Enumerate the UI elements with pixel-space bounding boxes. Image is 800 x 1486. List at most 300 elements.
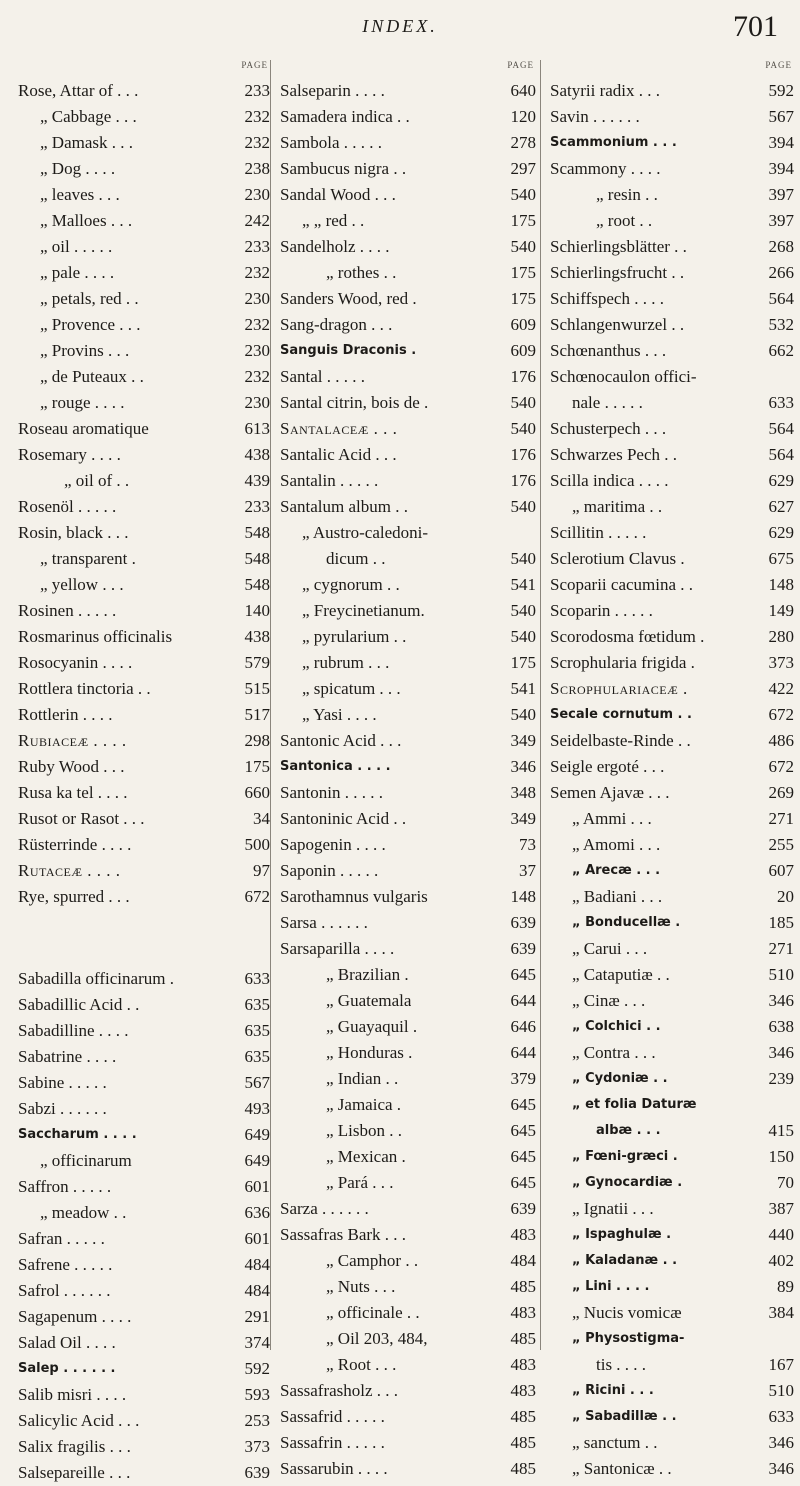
index-page-ref [266,938,270,966]
index-term: Sambucus nigra . . [280,159,407,178]
index-term: „ Provence . . . [40,315,141,334]
index-entry [280,988,536,1014]
index-entry [550,858,794,884]
index-page-ref: 34 [253,809,270,828]
index-term: „ Root . . . [326,1355,397,1374]
index-entry [550,286,794,312]
index-entry [18,702,270,728]
index-entry [280,1040,536,1066]
index-term: „ root . . [596,211,653,230]
index-entry [550,702,794,728]
index-page-ref: 233 [244,497,270,516]
index-term: Rusot or Rasot . . . [18,809,145,828]
index-entry [280,1092,536,1118]
index-entry [550,598,794,624]
index-page-ref: 238 [244,159,270,178]
index-page-ref: 540 [510,393,536,412]
index-page-ref: 233 [244,237,270,256]
index-entry [280,650,536,676]
index-entry [280,936,536,962]
index-entry [550,1326,794,1352]
index-page-ref: 629 [768,471,794,490]
index-entry [550,1040,794,1066]
index-entry [280,494,536,520]
index-page-ref: 346 [768,991,794,1010]
index-term: „ Indian . . [326,1069,399,1088]
index-entry [550,208,794,234]
index-entry [280,104,536,130]
index-entry [280,1404,536,1430]
index-term: Sang-dragon . . . [280,315,393,334]
index-entry [280,1196,536,1222]
index-page-ref: 515 [244,679,270,698]
index-term: „ Pará . . . [326,1173,394,1192]
index-term: Rosin, black . . . [18,523,129,542]
index-term: „ Contra . . . [572,1043,656,1062]
index-entry [18,260,270,286]
index-term: „ petals, red . . [40,289,139,308]
index-term: Santalum album . . [280,497,408,516]
index-entry [550,728,794,754]
page-column-label: PAGE [507,60,534,70]
index-page-ref: 638 [768,1017,794,1036]
index-entry [280,572,536,598]
index-entry [280,338,536,364]
index-entry [280,312,536,338]
index-page-ref: 548 [244,523,270,542]
index-term: Secale cornutum . . [550,707,692,722]
index-entry [18,1408,270,1434]
index-term: „ Austro-caledoni- [302,523,429,542]
index-entry [280,260,536,286]
index-page-ref: 510 [768,965,794,984]
index-page-ref: 635 [244,1021,270,1040]
index-entry [280,182,536,208]
index-page-ref: 89 [777,1277,794,1296]
index-page-ref: 278 [510,133,536,152]
index-term: „ leaves . . . [40,185,120,204]
index-entry [550,1300,794,1326]
index-term: Schœnanthus . . . [550,341,667,360]
index-page-ref: 120 [510,107,536,126]
index-term: „ officinale . . [326,1303,420,1322]
index-term: „ Lini . . . . [572,1279,650,1294]
index-term: „ Ispaghulæ . [572,1227,672,1242]
index-page-ref: 148 [510,887,536,906]
index-term: „ Cabbage . . . [40,107,137,126]
index-term: dicum . . [326,549,386,568]
index-entry [18,494,270,520]
index-page-ref: 422 [768,679,794,698]
index-page-ref: 540 [510,419,536,438]
index-page-ref: 176 [510,471,536,490]
index-page-ref: 232 [244,315,270,334]
index-term: Sclerotium Clavus . [550,549,685,568]
index-page-ref: 601 [244,1177,270,1196]
index-page-ref: 485 [510,1277,536,1296]
index-page-ref: 540 [510,705,536,724]
index-page-ref: 232 [244,263,270,282]
index-entry [550,1456,794,1482]
index-entry [280,1118,536,1144]
running-title: INDEX. [362,16,438,36]
index-term: „ Oil 203, 484, [326,1329,428,1348]
index-entry [280,1170,536,1196]
index-entry [280,468,536,494]
index-entry [18,1304,270,1330]
index-page-ref: 593 [244,1385,270,1404]
index-entry [18,1018,270,1044]
index-page-ref: 567 [244,1073,270,1092]
index-entry [280,130,536,156]
index-term: „ Guatemala [326,991,412,1010]
index-column-2 [280,60,536,1478]
index-entry [18,338,270,364]
index-page-ref: 176 [510,445,536,464]
index-page-ref: 517 [244,705,270,724]
index-term: Rosmarinus officinalis [18,627,173,646]
index-entry [280,156,536,182]
index-page-ref: 269 [768,783,794,802]
index-term: Scoparin . . . . . [550,601,653,620]
index-term: Scorodosma fœtidum . [550,627,705,646]
index-term: Sabine . . . . . [18,1073,107,1092]
index-entry [550,442,794,468]
index-term: Rye, spurred . . . [18,887,130,906]
index-entry [18,1382,270,1408]
index-entry [280,1274,536,1300]
index-term: Rottlera tinctoria . . [18,679,151,698]
index-term: Safran . . . . . [18,1229,105,1248]
index-term: „ et folia Daturæ [572,1097,697,1112]
index-term: Sassafrid . . . . . [280,1407,385,1426]
index-entry [280,962,536,988]
index-entry [18,208,270,234]
index-page-ref [266,910,270,938]
index-page-ref: 493 [244,1099,270,1118]
index-entry [280,676,536,702]
index-entry [280,234,536,260]
index-entry [550,364,794,390]
index-page-ref: 541 [510,679,536,698]
index-page-ref: 438 [244,445,270,464]
index-entry [18,728,270,754]
index-entry [550,338,794,364]
index-entry [280,1222,536,1248]
index-term: „ officinarum [40,1151,132,1170]
index-page-ref: 230 [244,289,270,308]
index-page-ref: 601 [244,1229,270,1248]
index-entry [280,1144,536,1170]
index-term: Sarza . . . . . . [280,1199,369,1218]
index-entry [18,104,270,130]
index-term: Salib misri . . . . [18,1385,127,1404]
index-entry [550,1092,794,1118]
index-page-ref: 268 [768,237,794,256]
index-term: Samadera indica . . [280,107,410,126]
index-term: „ „ red . . [302,211,365,230]
index-page-ref: 484 [244,1255,270,1274]
index-term: Salad Oil . . . . [18,1333,116,1352]
index-page-ref: 176 [510,367,536,386]
index-entry [550,494,794,520]
index-entry [280,208,536,234]
index-term: „ Freycinetianum. [302,601,425,620]
index-page-ref: 232 [244,133,270,152]
index-term: Rottlerin . . . . [18,705,113,724]
index-page-ref: 297 [510,159,536,178]
index-page-ref: 384 [768,1303,794,1322]
index-term: Salep . . . . . . [18,1361,116,1376]
index-page-ref: 346 [768,1459,794,1478]
index-page-ref: 271 [768,939,794,958]
index-page-ref: 662 [768,341,794,360]
index-page-ref: 349 [510,731,536,750]
index-entry [280,1456,536,1482]
index-entry [18,780,270,806]
index-page-ref: 484 [244,1281,270,1300]
index-entry [550,1378,794,1404]
index-page-ref: 541 [510,575,536,594]
index-term: Safrene . . . . . [18,1255,113,1274]
index-page-ref: 640 [510,81,536,100]
index-term: „ Mexican . [326,1147,406,1166]
index-page-ref: 230 [244,185,270,204]
index-page-ref: 175 [510,653,536,672]
index-term: „ maritima . . [572,497,663,516]
index-page-ref: 567 [768,107,794,126]
index-page-ref: 346 [768,1433,794,1452]
index-term: Sassafrasholz . . . [280,1381,399,1400]
index-entry [550,78,794,104]
index-term: „ Physostigma- [572,1331,685,1346]
index-page-ref: 540 [510,497,536,516]
index-term: „ Cataputiæ . . [572,965,670,984]
index-term: „ Yasi . . . . [302,705,377,724]
index-page-ref: 644 [510,991,536,1010]
index-page-ref: 510 [768,1381,794,1400]
index-page-ref: 346 [768,1043,794,1062]
index-page-ref: 627 [768,497,794,516]
index-entry [550,1196,794,1222]
index-term: Santoninic Acid . . [280,809,407,828]
index-term: Semen Ajavæ . . . [550,783,670,802]
index-page-ref: 239 [768,1069,794,1088]
index-page-ref: 485 [510,1459,536,1478]
index-term: „ Malloes . . . [40,211,133,230]
index-term: Schierlingsfrucht . . [550,263,685,282]
index-term: „ Ignatii . . . [572,1199,654,1218]
index-term: „ Colchici . . [572,1019,661,1034]
index-entry [280,1430,536,1456]
index-page-ref: 242 [244,211,270,230]
page-header [0,0,800,60]
index-page-ref: 660 [244,783,270,802]
index-page-ref: 397 [768,211,794,230]
index-term: Satyrii radix . . . [550,81,661,100]
index-entry [550,806,794,832]
index-term: „ Camphor . . [326,1251,419,1270]
index-page-ref: 609 [510,341,536,360]
index-term: Sandal Wood . . . [280,185,396,204]
index-entry [18,442,270,468]
index-page-ref: 485 [510,1407,536,1426]
index-entry [550,1430,794,1456]
index-page-ref: 540 [510,185,536,204]
index-term: albæ . . . [596,1123,661,1138]
index-term: „ sanctum . . [572,1433,658,1452]
index-entry [18,468,270,494]
index-page-ref: 438 [244,627,270,646]
index-page-ref: 635 [244,995,270,1014]
index-term: Roseau aromatique [18,419,149,438]
index-term: „ oil of . . [64,471,130,490]
index-entry [18,546,270,572]
index-entry [18,390,270,416]
index-entry [550,1404,794,1430]
index-page-ref: 253 [244,1411,270,1430]
index-term: Sanguis Draconis . [280,343,417,358]
index-page-ref: 230 [244,393,270,412]
index-term: Scrophulariaceæ . [550,679,688,698]
index-page-ref: 644 [510,1043,536,1062]
index-entry [550,962,794,988]
index-entry [280,442,536,468]
index-entry [550,624,794,650]
index-entry [280,910,536,936]
index-page-ref: 672 [244,887,270,906]
index-entry [18,286,270,312]
index-page-ref: 592 [768,81,794,100]
index-entry [18,78,270,104]
index-term: „ Ammi . . . [572,809,652,828]
index-term: Sabadilla officinarum . [18,969,174,988]
index-term: Scrophularia frigida . [550,653,695,672]
index-page-ref: 298 [244,731,270,750]
index-page-ref: 291 [244,1307,270,1326]
index-term: Rosemary . . . . [18,445,121,464]
index-page-ref: 280 [768,627,794,646]
index-term: „ rubrum . . . [302,653,390,672]
index-term: Sagapenum . . . . [18,1307,132,1326]
index-entry [550,260,794,286]
index-term: Sarothamnus vulgaris [280,887,428,906]
index-entry [280,1352,536,1378]
index-page-ref: 185 [768,913,794,932]
index-page-ref: 140 [244,601,270,620]
index-page-ref: 397 [768,185,794,204]
index-term: „ Fœni-græci . [572,1149,678,1164]
index-term: „ rothes . . [326,263,397,282]
index-page-ref: 564 [768,419,794,438]
index-page-ref: 486 [768,731,794,750]
index-term: Safrol . . . . . . [18,1281,111,1300]
index-term: „ Dog . . . . [40,159,116,178]
index-entry [18,858,270,884]
index-entry [550,520,794,546]
index-page-ref: 635 [244,1047,270,1066]
index-entry [18,676,270,702]
index-columns [18,60,794,1482]
index-entry [550,832,794,858]
index-page-ref: 402 [768,1251,794,1270]
index-entry [18,1356,270,1382]
index-page-ref: 629 [768,523,794,542]
index-entry [18,806,270,832]
index-term: Santalin . . . . . [280,471,379,490]
index-term: Sarsaparilla . . . . [280,939,395,958]
index-term: „ de Puteaux . . [40,367,144,386]
index-entry [18,1460,270,1486]
index-entry [18,754,270,780]
index-page-ref: 633 [244,969,270,988]
index-page-ref: 349 [510,809,536,828]
index-term: „ Bonducellæ . [572,915,681,930]
index-term: Santonica . . . . [280,759,391,774]
index-term: Santonin . . . . . [280,783,383,802]
index-page-ref [532,520,536,546]
index-entry [280,78,536,104]
index-entry [550,104,794,130]
index-term: Rubiaceæ . . . . [18,731,127,750]
index-entry [280,520,536,546]
index-page-ref: 483 [510,1381,536,1400]
index-entry [18,572,270,598]
index-term: „ cygnorum . . [302,575,400,594]
index-page-ref: 379 [510,1069,536,1088]
index-column-1 [18,60,270,1482]
index-term: Rosocyanin . . . . [18,653,133,672]
index-term: „ Honduras . [326,1043,413,1062]
index-term: „ oil . . . . . [40,237,113,256]
index-entry [18,1200,270,1226]
index-page-ref: 639 [510,1199,536,1218]
index-term: Sandelholz . . . . [280,237,390,256]
index-page-ref: 175 [510,289,536,308]
index-term: „ rouge . . . . [40,393,125,412]
index-entry [280,1300,536,1326]
index-page-ref: 374 [244,1333,270,1352]
index-page-ref: 649 [244,1125,270,1144]
index-page-ref: 548 [244,549,270,568]
index-page-ref: 175 [510,263,536,282]
index-page-ref: 672 [768,705,794,724]
index-entry [550,884,794,910]
index-entry [18,1122,270,1148]
index-page-ref: 348 [510,783,536,802]
index-term: Salsepareille . . . [18,1463,131,1482]
index-entry [18,1434,270,1460]
index-page-ref: 564 [768,445,794,464]
index-term: Savin . . . . . . [550,107,640,126]
index-page-ref: 373 [244,1437,270,1456]
index-entry [18,1070,270,1096]
index-entry [280,858,536,884]
page-column-label: PAGE [241,60,268,70]
index-term: Rusa ka tel . . . . [18,783,128,802]
index-entry [550,1222,794,1248]
index-page-ref: 175 [510,211,536,230]
index-term: „ spicatum . . . [302,679,401,698]
index-page-ref: 649 [244,1151,270,1170]
index-term: „ Arecæ . . . [572,863,661,878]
index-entry [18,624,270,650]
index-term: Saffron . . . . . [18,1177,112,1196]
index-entry [550,1118,794,1144]
index-page-ref: 70 [777,1173,794,1192]
index-term: „ Brazilian . [326,965,409,984]
index-entry [18,234,270,260]
